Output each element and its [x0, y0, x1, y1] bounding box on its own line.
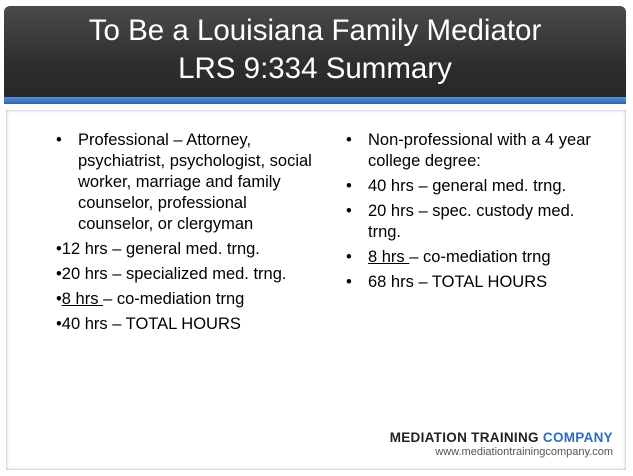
- bullet-icon: •: [346, 273, 352, 291]
- footer-branding: [390, 430, 613, 458]
- list-item-text: 20 hrs – spec. custody med. trng.: [368, 202, 575, 241]
- website-link[interactable]: www.mediationtrainingcompany.com: [435, 446, 613, 458]
- bullet-icon: •: [346, 202, 352, 220]
- title-accent-stripe: [4, 97, 626, 104]
- list-item: [56, 130, 326, 235]
- title-line-2: LRS 9:334 Summary: [178, 52, 452, 85]
- company-logo-text: [390, 430, 613, 445]
- list-item-text: – co-mediation trng: [409, 248, 551, 266]
- list-item-text: Professional – Attorney, psychiatrist, psychologist, social worker, marriage and family counselor, professional counselor, or clergyman: [78, 131, 312, 233]
- slide-title: [4, 12, 626, 88]
- list-item-text: 12 hrs – general med. trng.: [61, 240, 260, 258]
- title-line-1: To Be a Louisiana Family Mediator: [88, 14, 542, 47]
- right-column: [346, 130, 596, 297]
- list-item-underlined-text: 8 hrs: [368, 248, 410, 266]
- list-item-text: 68 hrs – TOTAL HOURS: [368, 273, 548, 291]
- content-panel: [6, 110, 626, 470]
- bullet-icon: •: [56, 315, 62, 333]
- brand-main: MEDIATION TRAINING: [389, 430, 543, 445]
- list-item-underlined-text: 8 hrs: [61, 290, 104, 308]
- list-item: [56, 264, 326, 285]
- list-item: [346, 272, 596, 293]
- bullet-icon: •: [56, 240, 62, 258]
- list-item: [346, 247, 596, 268]
- list-item: [56, 289, 326, 310]
- bullet-icon: •: [346, 131, 352, 149]
- list-item-text: Non-professional with a 4 year college degree:: [368, 131, 591, 170]
- brand-accent: COMPANY: [542, 430, 613, 445]
- bullet-icon: •: [56, 131, 62, 149]
- bullet-icon: •: [346, 177, 352, 195]
- list-item: [56, 239, 326, 260]
- list-item-text: 40 hrs – TOTAL HOURS: [61, 315, 241, 333]
- list-item-text: 40 hrs – general med. trng.: [368, 177, 567, 195]
- list-item: [56, 314, 326, 335]
- list-item: [346, 176, 596, 197]
- bullet-icon: •: [56, 290, 62, 308]
- list-item-text: – co-mediation trng: [103, 290, 245, 308]
- bullet-icon: •: [346, 248, 352, 266]
- left-column: [56, 130, 326, 339]
- list-item: [346, 201, 596, 243]
- bullet-icon: •: [56, 265, 62, 283]
- list-item: [346, 130, 596, 172]
- list-item-text: 20 hrs – specialized med. trng.: [61, 265, 287, 283]
